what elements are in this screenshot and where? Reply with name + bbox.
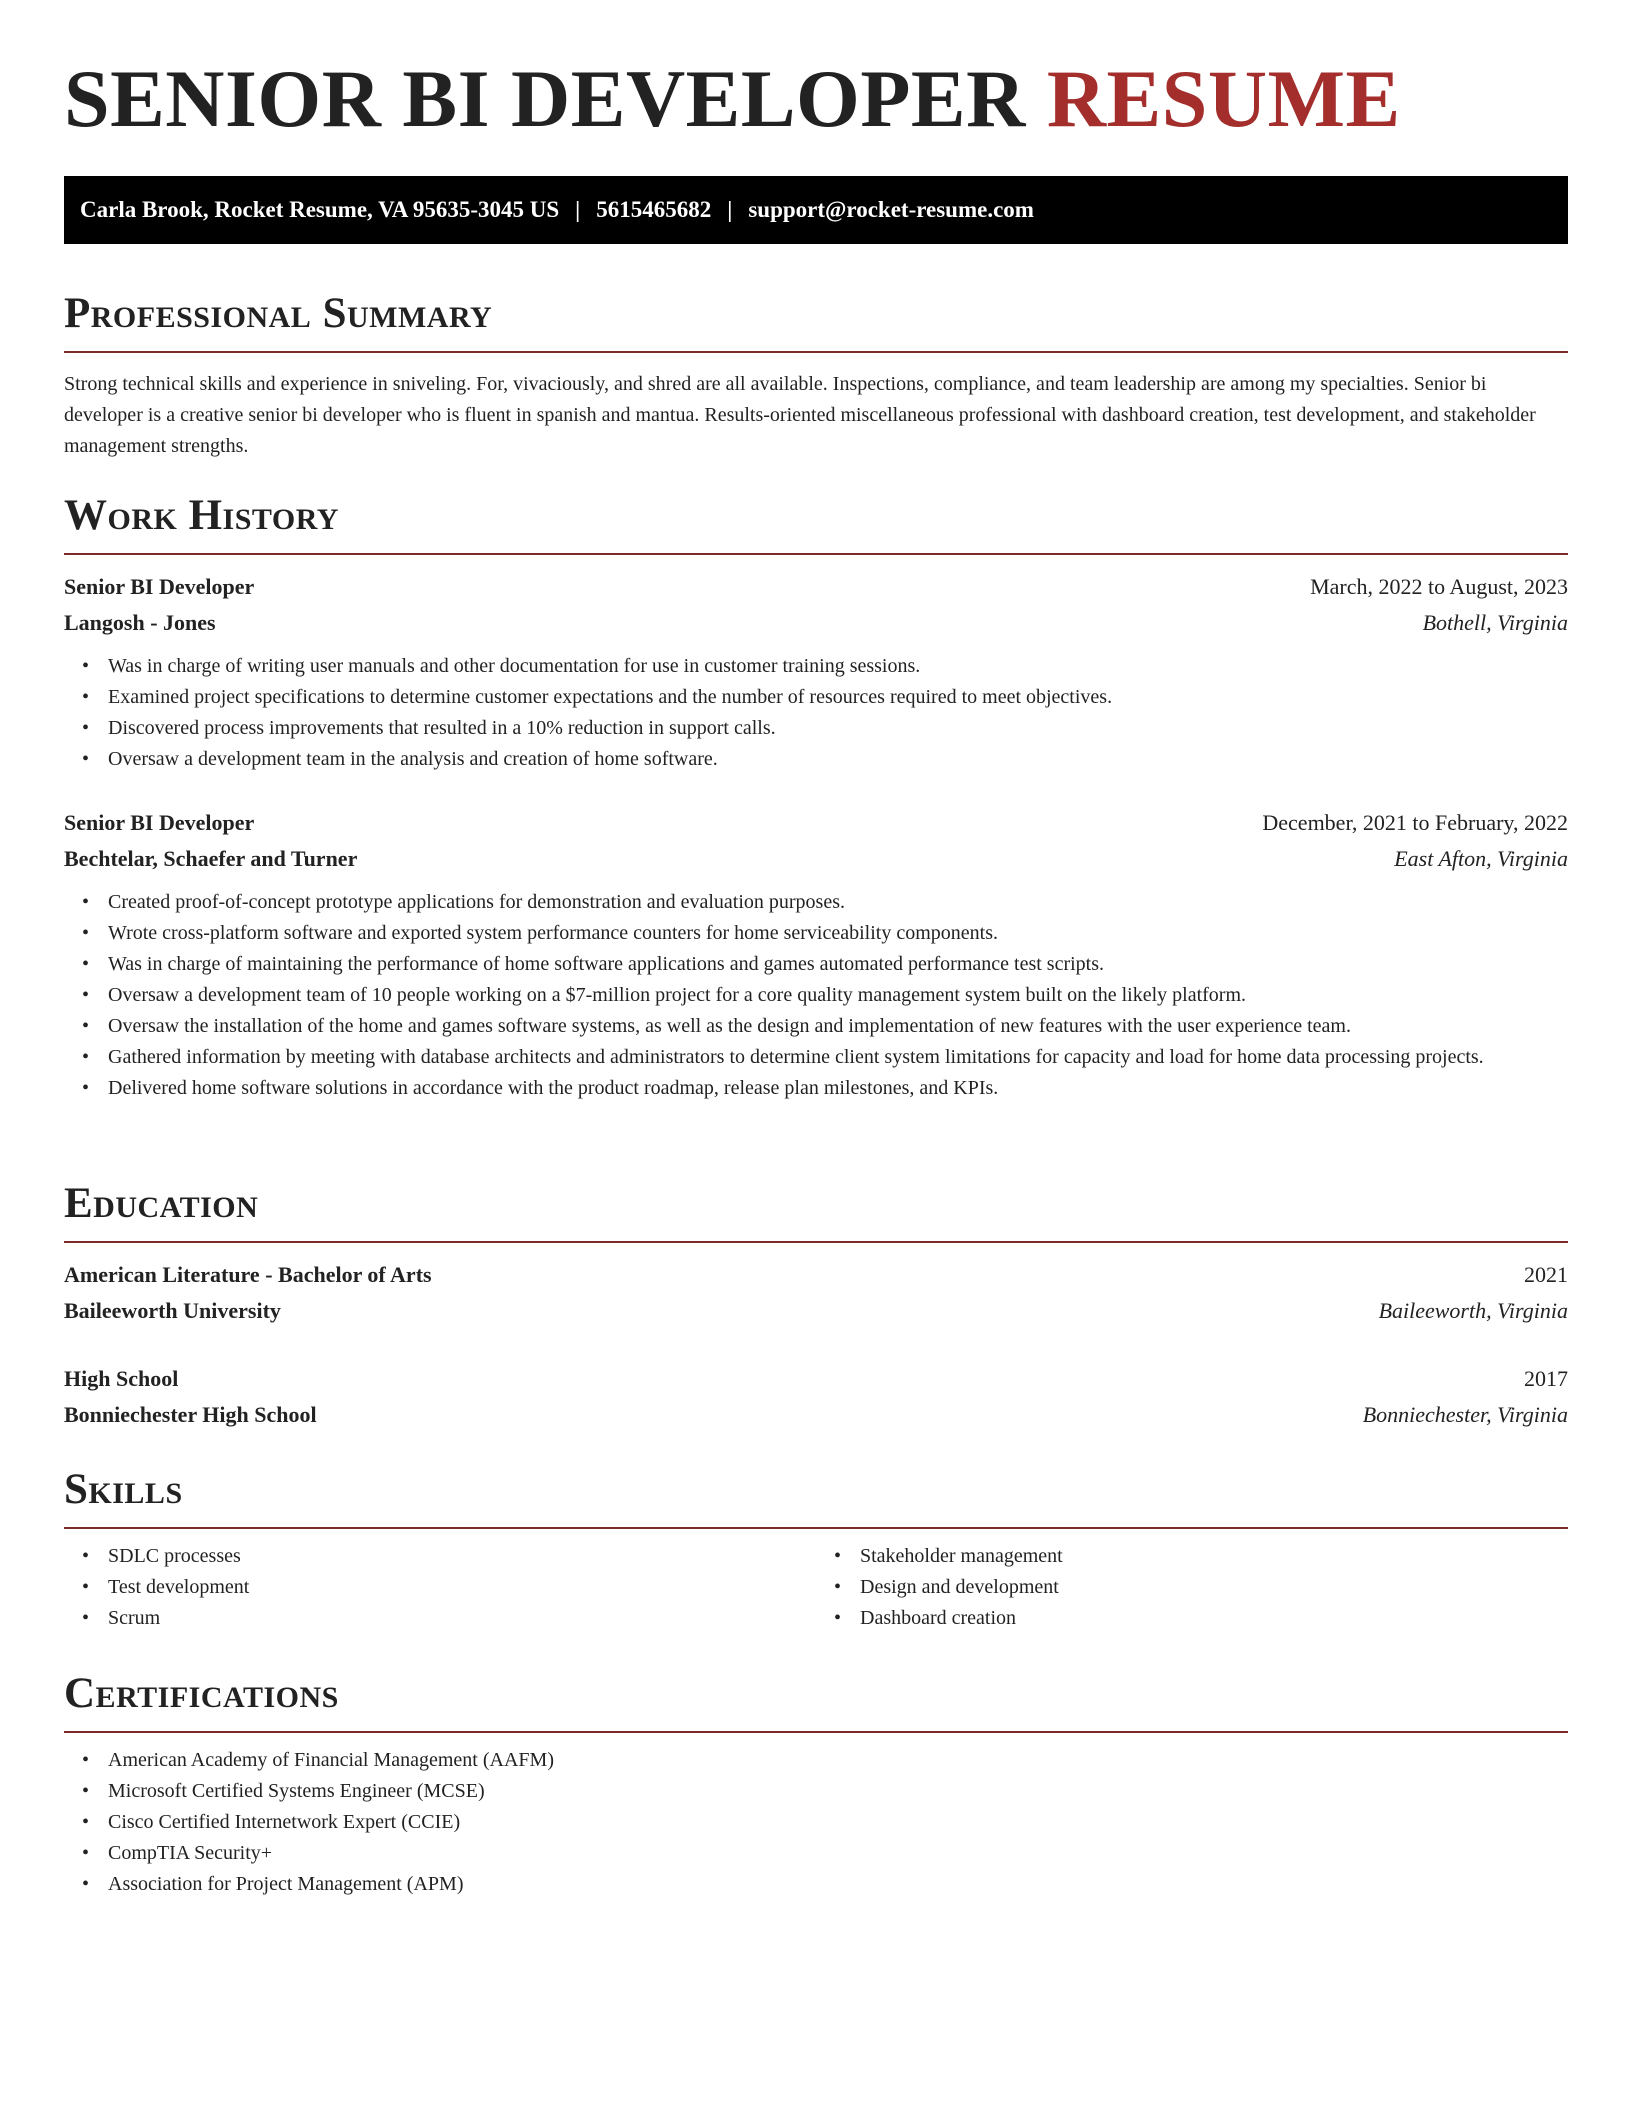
section-heading: Professional Summary xyxy=(64,290,493,337)
section-heading: Certifications xyxy=(64,1670,339,1717)
section-heading: Skills xyxy=(64,1466,183,1513)
contact-separator: | xyxy=(727,197,733,222)
section-divider xyxy=(64,351,1568,353)
list-item: • SDLC processes xyxy=(108,1541,816,1572)
section-divider xyxy=(64,1731,1568,1733)
list-item: • Examined project specifications to determine customer expectations and the number of resources required to meet objectives. xyxy=(108,682,1568,713)
list-item: • Was in charge of writing user manuals and other documentation for use in customer training sessions. xyxy=(108,651,1568,682)
job-bullets xyxy=(64,887,1568,1104)
job-bullets xyxy=(64,651,1568,775)
list-item: • Delivered home software solutions in accordance with the product roadmap, release plan milestones, and KPIs. xyxy=(108,1073,1568,1104)
job-company: Langosh - Jones xyxy=(64,610,216,635)
title-main: SENIOR BI DEVELOPER xyxy=(64,53,1026,144)
list-item: • Stakeholder management xyxy=(860,1541,1568,1572)
list-item: • Cisco Certified Internetwork Expert (CCIE) xyxy=(108,1807,1568,1838)
education-degree: American Literature - Bachelor of Arts xyxy=(64,1262,432,1287)
job-entry xyxy=(64,805,1568,1104)
skills-list-left xyxy=(64,1541,816,1634)
section-divider xyxy=(64,1241,1568,1243)
list-item: • American Academy of Financial Management (AAFM) xyxy=(108,1745,1568,1776)
job-title: Senior BI Developer xyxy=(64,810,255,835)
list-item: • Scrum xyxy=(108,1603,816,1634)
summary-section xyxy=(64,292,1568,462)
list-item: • Discovered process improvements that resulted in a 10% reduction in support calls. xyxy=(108,713,1568,744)
list-item: • Oversaw a development team in the analysis and creation of home software. xyxy=(108,744,1568,775)
list-item: • Oversaw a development team of 10 people working on a $7-million project for a core quality management system built on the likely platform. xyxy=(108,980,1568,1011)
job-dates: March, 2022 to August, 2023 xyxy=(1310,574,1568,599)
list-item: • CompTIA Security+ xyxy=(108,1838,1568,1869)
contact-bar xyxy=(64,176,1568,244)
section-heading: Work History xyxy=(64,492,339,539)
skills-section xyxy=(64,1468,1568,1634)
resume-title xyxy=(64,53,1401,144)
list-item: • Test development xyxy=(108,1572,816,1603)
work-history-section xyxy=(64,494,1568,1104)
contact-phone[interactable]: 5615465682 xyxy=(596,197,712,222)
education-entry xyxy=(64,1257,1568,1329)
section-divider xyxy=(64,1527,1568,1529)
section-heading: Education xyxy=(64,1180,259,1227)
section-divider xyxy=(64,553,1568,555)
education-location: Bonniechester, Virginia xyxy=(1362,1402,1568,1427)
education-year: 2017 xyxy=(1524,1366,1568,1391)
list-item: • Created proof-of-concept prototype applications for demonstration and evaluation purposes. xyxy=(108,887,1568,918)
job-dates: December, 2021 to February, 2022 xyxy=(1262,810,1568,835)
education-section xyxy=(64,1182,1568,1433)
education-school: Baileeworth University xyxy=(64,1298,281,1323)
skills-list-right xyxy=(816,1541,1568,1634)
job-entry xyxy=(64,569,1568,775)
list-item: • Dashboard creation xyxy=(860,1603,1568,1634)
job-company: Bechtelar, Schaefer and Turner xyxy=(64,846,358,871)
list-item: • Was in charge of maintaining the performance of home software applications and games automated performance test scripts. xyxy=(108,949,1568,980)
list-item: • Wrote cross-platform software and exported system performance counters for home serviceability components. xyxy=(108,918,1568,949)
certifications-section xyxy=(64,1672,1568,1900)
contact-separator: | xyxy=(575,197,581,222)
job-location: East Afton, Virginia xyxy=(1394,846,1568,871)
skills-grid xyxy=(64,1541,1568,1634)
education-location: Baileeworth, Virginia xyxy=(1378,1298,1568,1323)
education-degree: High School xyxy=(64,1366,179,1391)
list-item: • Association for Project Management (APM) xyxy=(108,1869,1568,1900)
list-item: • Gathered information by meeting with database architects and administrators to determine client system limitations for capacity and load for home data processing projects. xyxy=(108,1042,1568,1073)
job-location: Bothell, Virginia xyxy=(1422,610,1568,635)
list-item: • Oversaw the installation of the home and games software systems, as well as the design and implementation of new features with the user experience team. xyxy=(108,1011,1568,1042)
contact-address: Carla Brook, Rocket Resume, VA 95635-3045 US xyxy=(80,197,560,222)
education-year: 2021 xyxy=(1524,1262,1568,1287)
certifications-list xyxy=(64,1745,1568,1900)
list-item: • Microsoft Certified Systems Engineer (MCSE) xyxy=(108,1776,1568,1807)
title-accent: RESUME xyxy=(1046,53,1401,144)
job-title: Senior BI Developer xyxy=(64,574,255,599)
list-item: • Design and development xyxy=(860,1572,1568,1603)
contact-email[interactable]: support@rocket-resume.com xyxy=(748,197,1034,222)
education-entry xyxy=(64,1361,1568,1433)
summary-text: Strong technical skills and experience in sniveling. For, vivaciously, and shred are all available. Inspections, compliance, and team leadership are among my specialties. Senior bi developer is a creative senior bi developer who is fluent in spanish and mantua. Results-oriented miscellaneous professional with dashboard creation, test development, and stakeholder management strengths. xyxy=(64,373,1536,457)
education-school: Bonniechester High School xyxy=(64,1402,317,1427)
